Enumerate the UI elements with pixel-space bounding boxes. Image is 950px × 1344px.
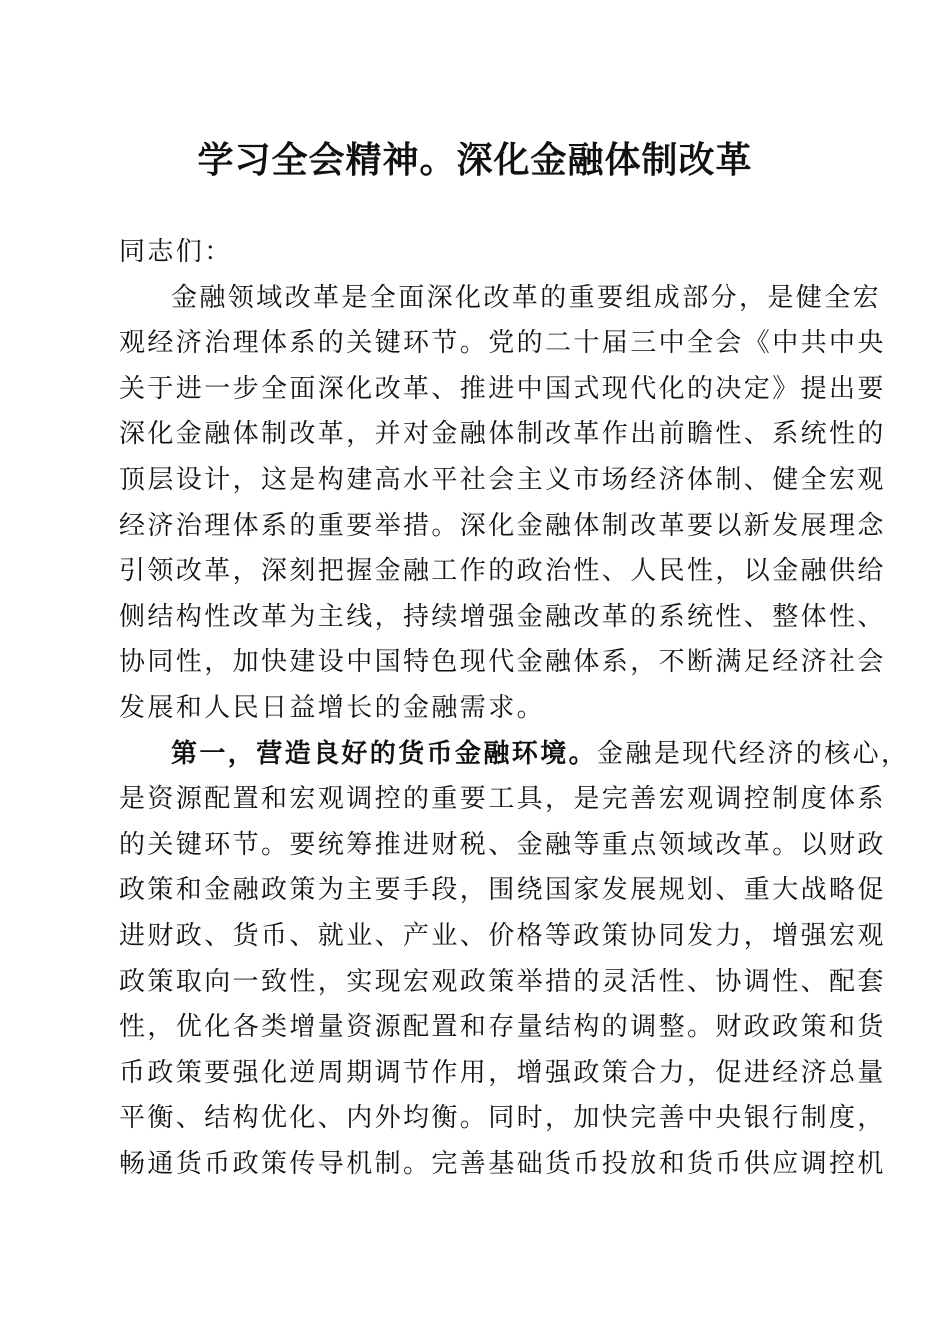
- paragraph-2: [119, 732, 910, 1188]
- paragraph-line: 进财政、货币、就业、产业、价格等政策协同发力，增强宏观: [119, 920, 886, 951]
- paragraph-line: 是资源配置和宏观调控的重要工具，是完善宏观调控制度体系: [119, 784, 886, 815]
- document-body: [119, 230, 910, 1187]
- paragraph-line: 币政策要强化逆周期调节作用，增强政策合力，促进经济总量: [119, 1057, 886, 1088]
- paragraph-line: 畅通货币政策传导机制。完善基础货币投放和货币供应调控机: [119, 1148, 886, 1179]
- paragraph-line: 经济治理体系的重要举措。深化金融体制改革要以新发展理念: [119, 510, 886, 541]
- paragraph-line: 顶层设计，这是构建高水平社会主义市场经济体制、健全宏观: [119, 464, 886, 495]
- paragraph-line: 深化金融体制改革，并对金融体制改革作出前瞻性、系统性的: [119, 419, 886, 450]
- paragraph-line: 侧结构性改革为主线，持续增强金融改革的系统性、整体性、: [119, 601, 886, 632]
- paragraph-line: 的关键环节。要统筹推进财税、金融等重点领域改革。以财政: [119, 829, 886, 860]
- paragraph-line: 政策取向一致性，实现宏观政策举措的灵活性、协调性、配套: [119, 966, 886, 997]
- paragraph-line-rest: 金融是现代经济的核心，: [597, 738, 910, 769]
- paragraph-line: 观经济治理体系的关键环节。党的二十届三中全会《中共中央: [119, 328, 886, 359]
- salutation: 同志们：: [119, 237, 233, 267]
- section-heading: 第一，营造良好的货币金融环境。: [171, 738, 598, 769]
- paragraph-line: 金融领域改革是全面深化改革的重要组成部分，是健全宏: [171, 282, 882, 313]
- paragraph-line: 关于进一步全面深化改革、推进中国式现代化的决定》提出要: [119, 373, 886, 404]
- paragraph-first-line: [119, 732, 910, 778]
- paragraph-line: 性，优化各类增量资源配置和存量结构的调整。财政政策和货: [119, 1012, 886, 1043]
- paragraph-line: 协同性，加快建设中国特色现代金融体系，不断满足经济社会: [119, 647, 886, 678]
- paragraph-line: 政策和金融政策为主要手段，围绕国家发展规划、重大战略促: [119, 875, 886, 906]
- paragraph-line: 发展和人民日益增长的金融需求。: [119, 692, 546, 723]
- page-title: 学习全会精神。深化金融体制改革: [197, 139, 753, 181]
- paragraph-1: [119, 276, 886, 732]
- paragraph-line: 平衡、结构优化、内外均衡。同时，加快完善中央银行制度，: [119, 1103, 886, 1134]
- paragraph-line: 引领改革，深刻把握金融工作的政治性、人民性，以金融供给: [119, 556, 886, 587]
